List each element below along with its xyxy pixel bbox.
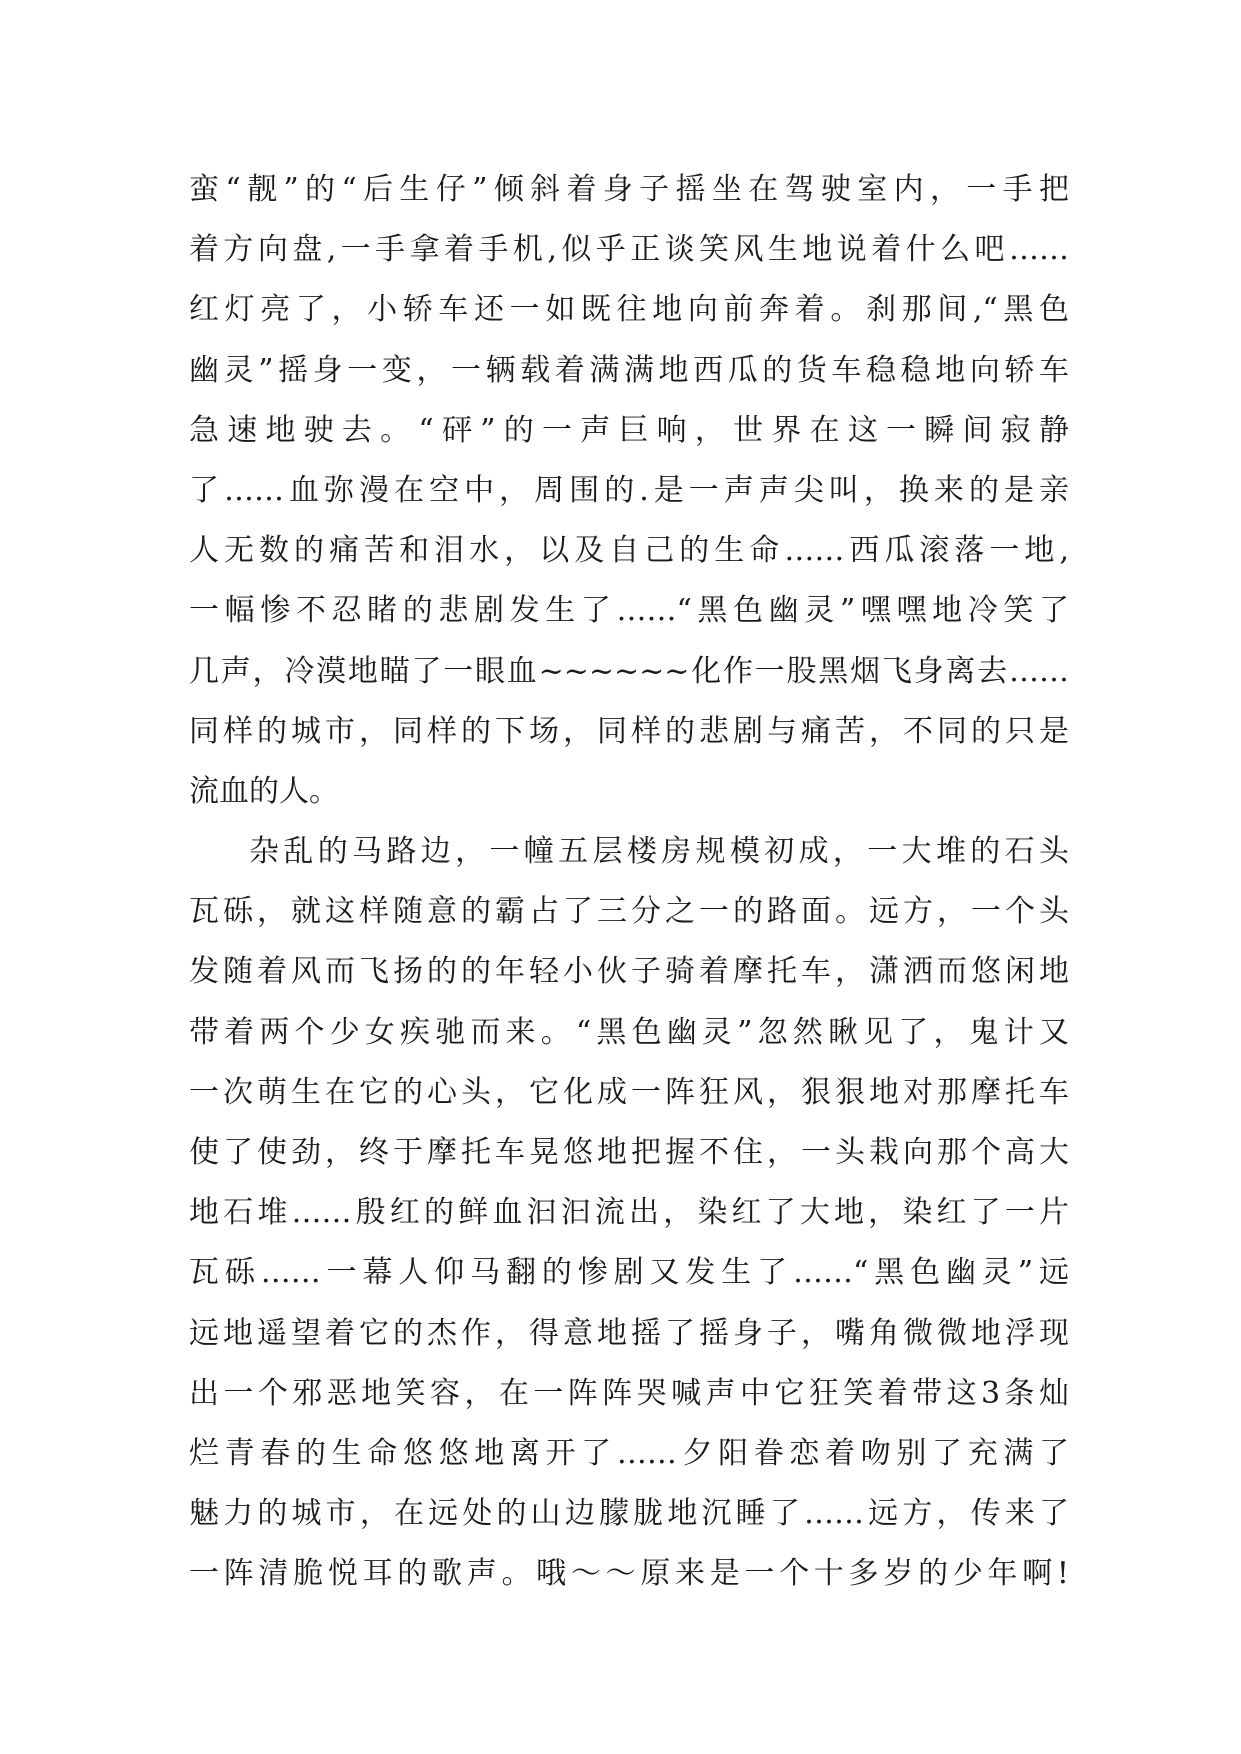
text-line: 一幅惨不忍睹的悲剧发生了……“黑色幽灵”嘿嘿地冷笑了 [189,593,1069,629]
text-line: 一阵清脆悦耳的歌声。哦～～原来是一个十多岁的少年啊! [189,1556,1069,1592]
paragraph-end-line: 流血的人。 [189,773,339,809]
text-line: 人无数的痛苦和泪水，以及自己的生命……西瓜滚落一地, [189,533,1069,569]
text-line: 烂青春的生命悠悠地离开了……夕阳眷恋着吻别了充满了 [189,1435,1069,1471]
text-line: 蛮“靓”的“后生仔”倾斜着身子摇坐在驾驶室内，一手把 [189,172,1069,207]
text-line: 带着两个少女疾驰而来。“黑色幽灵”忽然瞅见了，鬼计又 [189,1014,1069,1050]
body-text [189,160,1069,1605]
text-line: 瓦砾……一幕人仰马翻的惨剧又发生了……“黑色幽灵”远 [189,1255,1069,1291]
text-line: 地石堆……殷红的鲜血汩汩流出，染红了大地，染红了一片 [189,1195,1069,1231]
text-line: 红灯亮了，小轿车还一如既往地向前奔着。刹那间,“黑色 [189,292,1069,328]
text-line: 几声，冷漠地瞄了一眼血~~~~~~化作一股黑烟飞身离去…… [189,653,1069,689]
text-line: 着方向盘,一手拿着手机,似乎正谈笑风生地说着什么吧…… [189,232,1069,268]
text-line: 一次萌生在它的心头，它化成一阵狂风，狠狠地对那摩托车 [189,1074,1069,1110]
text-line: 了……血弥漫在空中，周围的.是一声声尖叫，换来的是亲 [189,472,1069,508]
text-line: 魅力的城市，在远处的山边朦胧地沉睡了……远方，传来了 [189,1496,1069,1532]
text-line: 急速地驶去。“砰”的一声巨响，世界在这一瞬间寂静 [189,412,1069,448]
text-line: 使了使劲，终于摩托车晃悠地把握不住，一头栽向那个高大 [189,1135,1069,1170]
text-line: 远地遥望着它的杰作，得意地摇了摇身子，嘴角微微地浮现 [189,1315,1069,1351]
paragraph-first-line: 杂乱的马路边，一幢五层楼房规模初成，一大堆的石头 [249,834,1069,870]
text-line: 同样的城市，同样的下场，同样的悲剧与痛苦，不同的只是 [189,713,1069,749]
text-line: 出一个邪恶地笑容，在一阵阵哭喊声中它狂笑着带这3条灿 [189,1375,1069,1411]
text-line: 幽灵”摇身一变，一辆载着满满地西瓜的货车稳稳地向轿车 [189,352,1069,388]
text-line: 发随着风而飞扬的的年轻小伙子骑着摩托车，潇洒而悠闲地 [189,954,1069,990]
text-line: 瓦砾，就这样随意的霸占了三分之一的路面。远方，一个头 [189,894,1069,930]
